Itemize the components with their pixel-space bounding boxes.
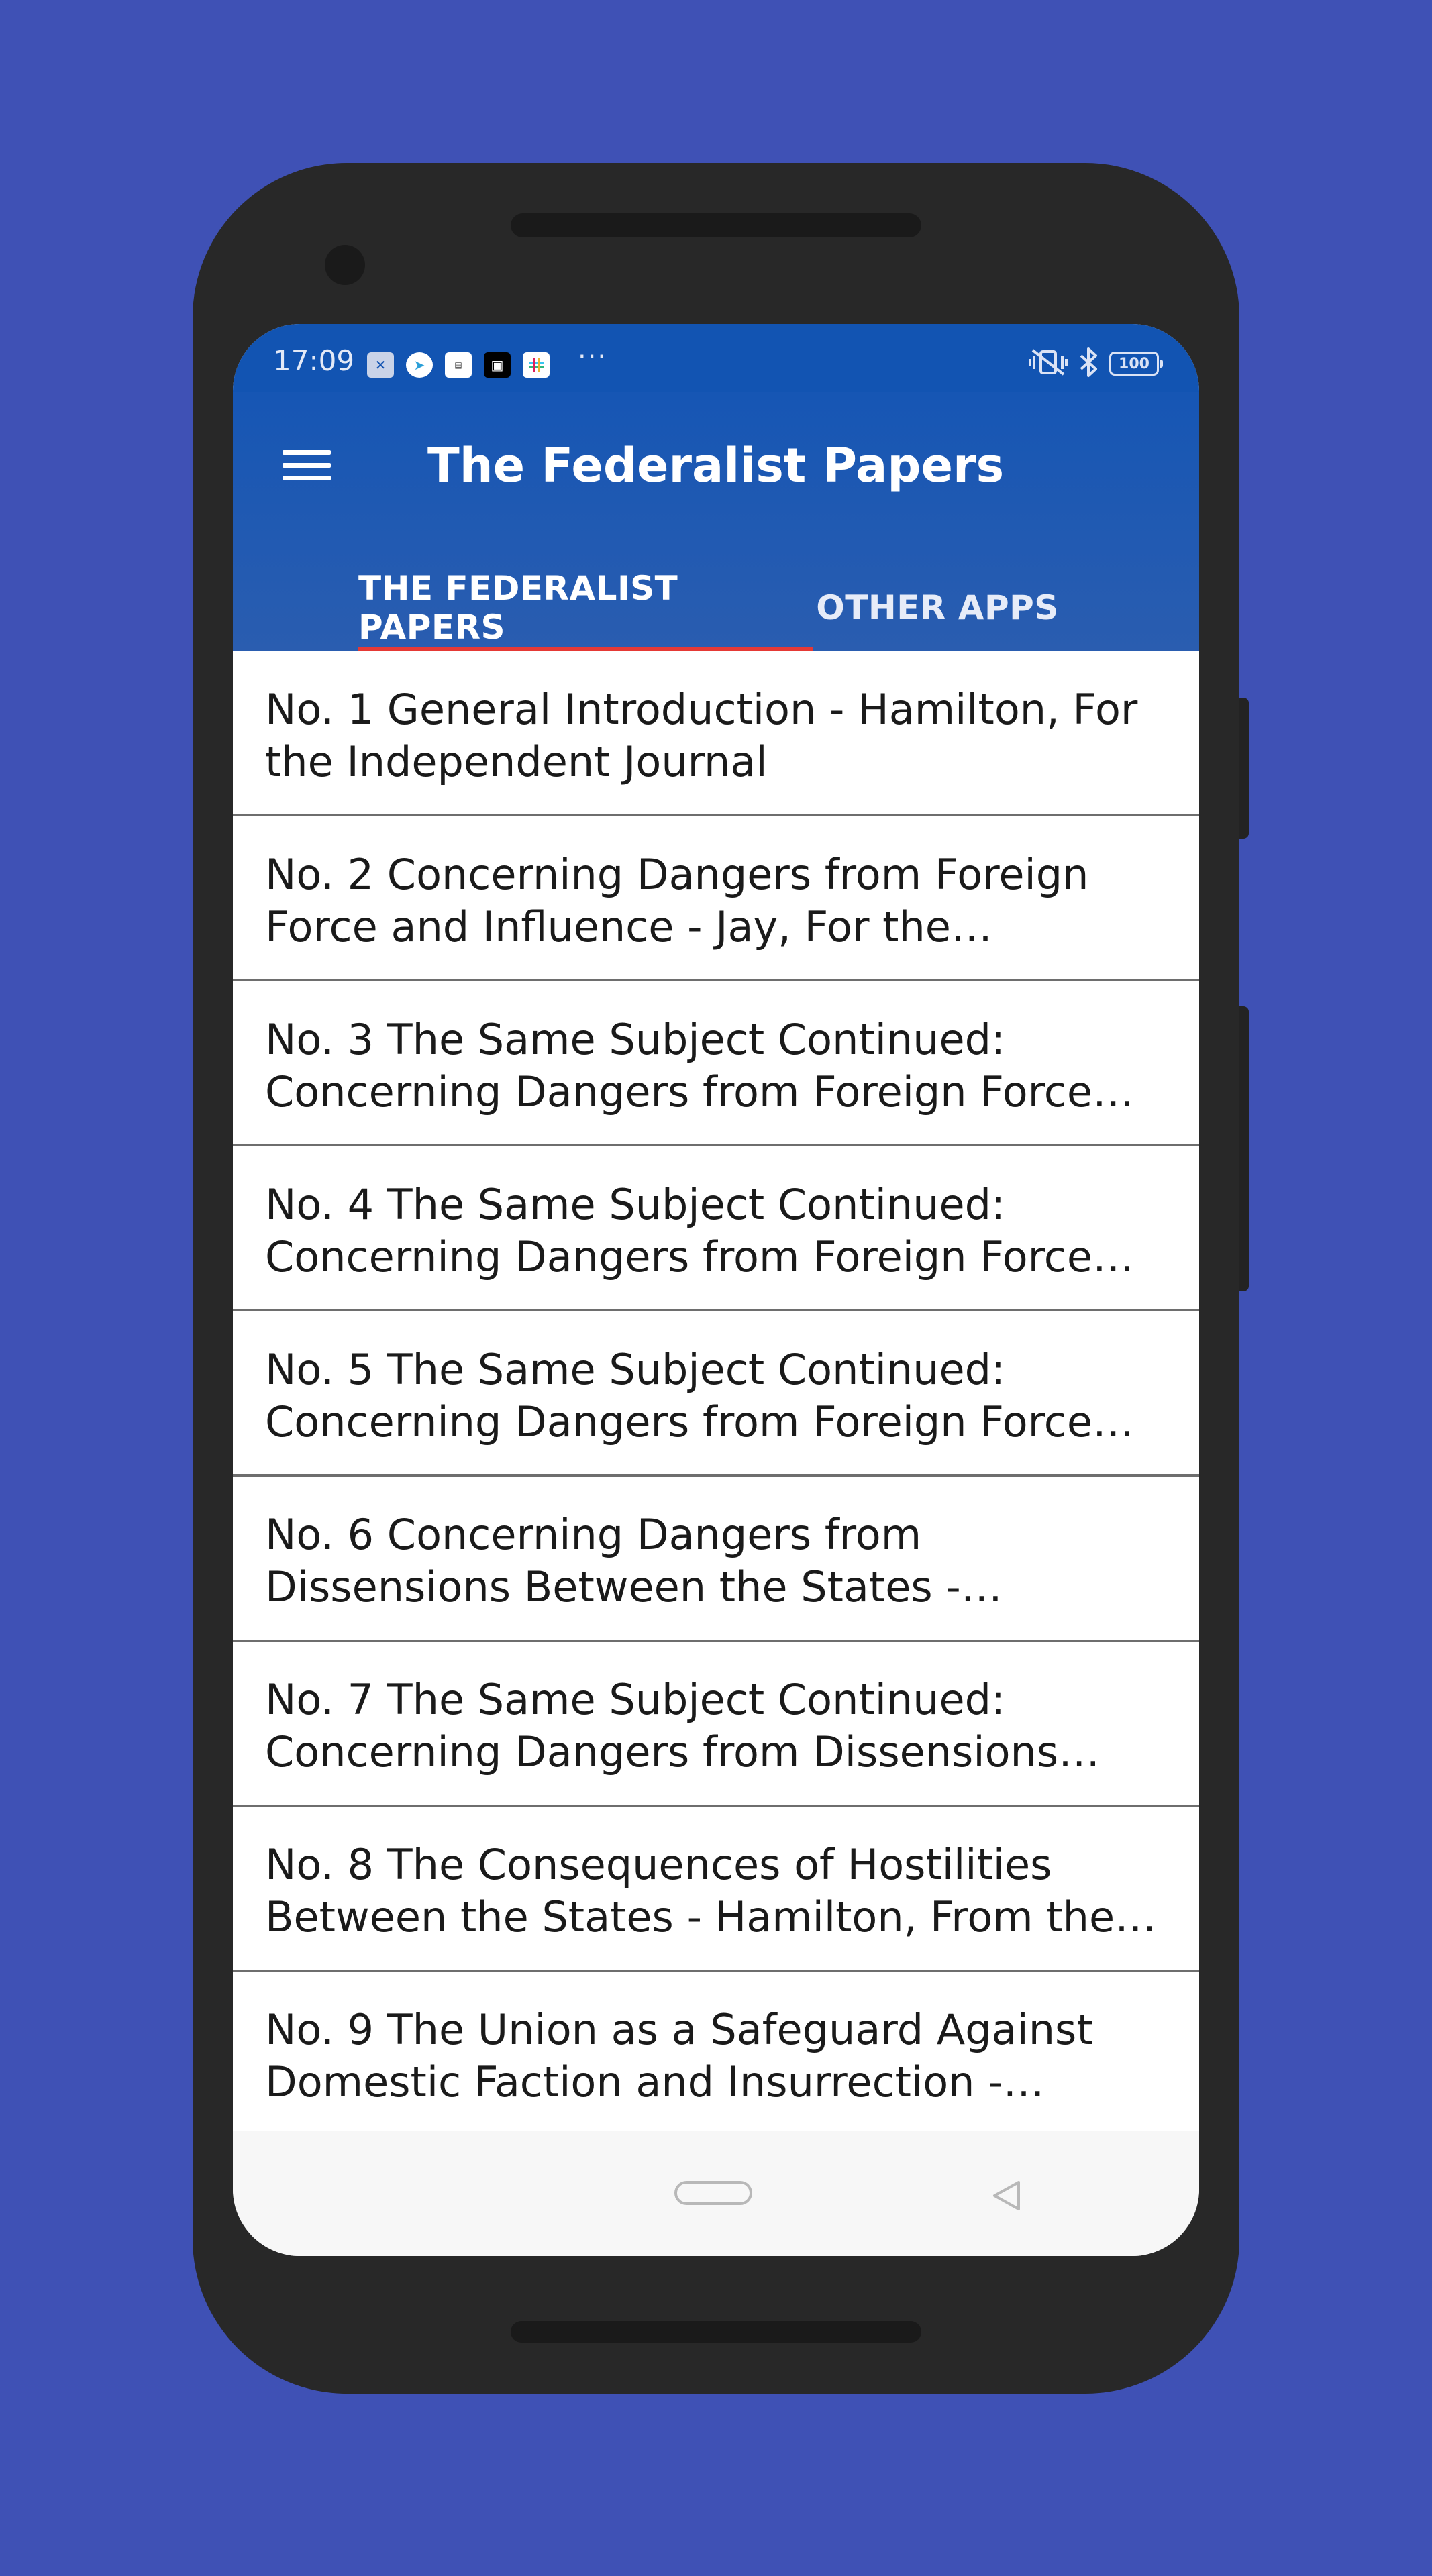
menu-icon[interactable] <box>273 433 338 497</box>
x-notification-icon: ✕ <box>367 352 394 378</box>
telegram-icon: ➤ <box>406 352 433 378</box>
app-bar <box>233 392 1199 651</box>
app-icon: ▣ <box>484 352 511 378</box>
list-item-title: No. 5 The Same Subject Continued: Concerning Dangers from Foreign Force <box>265 1345 1093 1446</box>
list-item-title: No. 3 The Same Subject Continued: Concerning Dangers from Foreign Force <box>265 1015 1093 1116</box>
bottom-speaker <box>511 2321 921 2343</box>
list-item[interactable] <box>233 981 1199 1146</box>
battery-icon: 100 <box>1109 352 1159 376</box>
status-time: 17:09 <box>273 344 355 377</box>
front-camera <box>325 245 365 285</box>
list-item[interactable] <box>233 1807 1199 1972</box>
list-item[interactable] <box>233 1146 1199 1311</box>
list-item-title: No. 4 The Same Subject Continued: Concerning Dangers from Foreign Force <box>265 1180 1093 1281</box>
tab-federalist-papers[interactable]: THE FEDERALIST PAPERS <box>358 569 678 647</box>
list-item-title: No. 1 General Introduction - Hamilton, For the Independent Journal <box>265 685 1138 786</box>
slack-icon <box>523 352 550 378</box>
list-item-title: No. 6 Concerning Dangers from Dissensions Between the States - <box>265 1510 961 1611</box>
status-icons <box>1029 347 1159 380</box>
papers-list <box>233 651 1199 2137</box>
list-item[interactable] <box>233 816 1199 981</box>
list-item-title: No. 8 The Consequences of Hostilities Between the States - Hamilton, From the <box>265 1840 1115 1941</box>
more-notifications-icon: ··· <box>578 341 608 372</box>
tab-other-apps[interactable]: OTHER APPS <box>816 588 1059 627</box>
vibrate-icon <box>1029 347 1068 380</box>
list-item[interactable] <box>233 1642 1199 1807</box>
side-button-power <box>1239 698 1249 839</box>
screen <box>233 324 1199 2256</box>
status-bar <box>233 324 1199 392</box>
bluetooth-icon <box>1077 346 1100 381</box>
list-item[interactable] <box>233 1972 1199 2137</box>
list-item-title: No. 9 The Union as a Safeguard Against Domestic Faction and Insurrection - <box>265 2005 1093 2106</box>
list-item[interactable] <box>233 1311 1199 1477</box>
news-app-icon: ▤ <box>445 352 472 378</box>
list-item-title: No. 2 Concerning Dangers from Foreign Force and Influence - Jay, For the <box>265 850 1089 951</box>
earpiece-speaker <box>511 213 921 237</box>
list-item[interactable] <box>233 1477 1199 1642</box>
list-item[interactable] <box>233 651 1199 816</box>
navigation-bar <box>233 2131 1199 2256</box>
list-item-title: No. 7 The Same Subject Continued: Concerning Dangers from Dissensions <box>265 1675 1059 1776</box>
side-button-volume <box>1239 1006 1249 1291</box>
app-title: The Federalist Papers <box>427 438 1005 493</box>
home-button[interactable] <box>674 2181 752 2205</box>
back-button-icon[interactable] <box>989 2178 1024 2213</box>
phone-frame <box>193 163 1239 2394</box>
